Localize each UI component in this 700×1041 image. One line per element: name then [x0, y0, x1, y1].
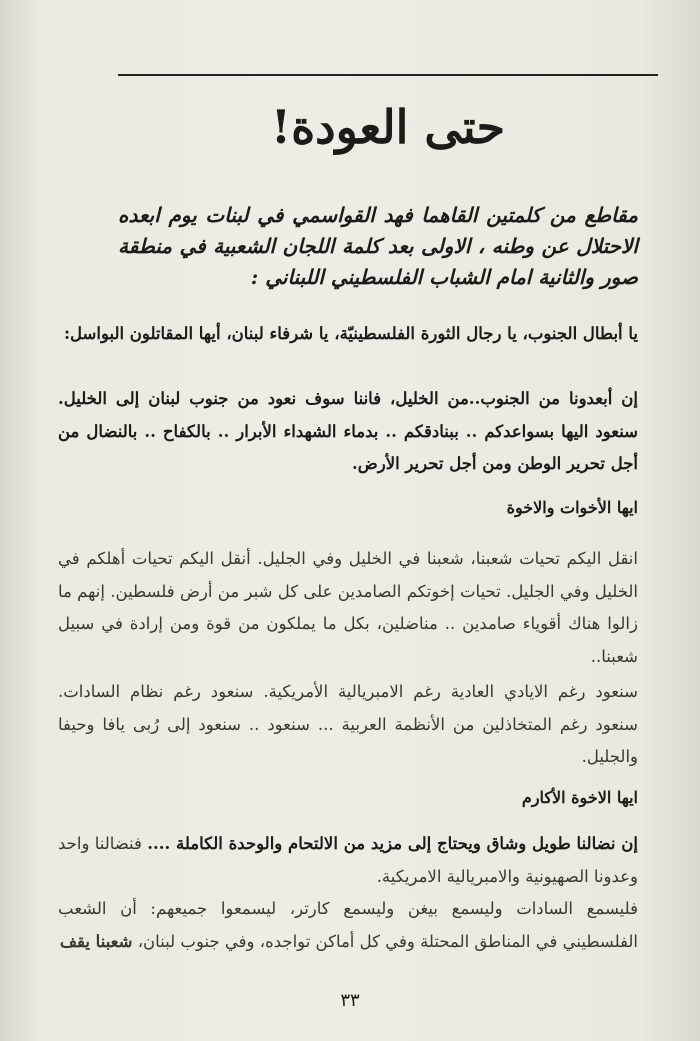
heading-dear-brothers: ايها الاخوة الأكارم — [521, 788, 638, 807]
heading-sisters-brothers: ايها الأخوات والاخوة — [506, 498, 638, 517]
return-text: إن أبعدونا من الجنوب..من الخليل، فاننا سوف نعود من جنوب لبنان إلى الخليل. سنعود اليها بسواعدكم .. ببنادقكم .. بدماء الشهداء الأبرار .. بالكفاح .. بالنضال من أجل تحرير الوطن ومن أجل تحرير الأرض. — [58, 389, 638, 473]
let-them-hear-text: فليسمع السادات وليسمع بيغن وليسمع كارتر، ليسمعوا جميعهم: أن الشعب الفلسطيني في المناطق المحتلة وفي كل أماكن تواجده، وفي جنوب لبنان، — [58, 899, 638, 951]
address-text: يا أبطال الجنوب، يا رجال الثورة الفلسطينيّة، يا شرفاء لبنان، أيها المقاتلون البواسل: — [63, 324, 638, 343]
paragraph-greetings: انقل اليكم تحيات شعبنا، شعبنا في الخليل وفي الجليل. أنقل اليكم تحيات أهلكم في الخليل وفي الجليل. تحيات إخوتكم الصامدين على كل شبر من أرض فلسطين. إنهم ما زالوا هناك أقوياء صامدين .. مناضلين، بكل ما يملكون من قوة ومن إرادة في سبيل شعبنا.. — [58, 549, 638, 666]
intro-caption: مقاطع من كلمتين القاهما فهد القواسمي في لبنات يوم ابعده الاحتلال عن وطنه ، الاولى بعد كلمة اللجان الشعبية في منطقة صور والثانية امام الشباب الفلسطيني اللبناني : — [118, 203, 638, 289]
paragraph-return — [58, 383, 638, 481]
struggle-lead: إن نضالنا طويل وشاق ويحتاج إلى مزيد من الالتحام والوحدة الكاملة .... — [147, 834, 638, 853]
struggle-rest: فنضالنا واحد وعدونا الصهيونية والامبريالية الامريكية. — [58, 834, 638, 886]
paragraph-address — [58, 318, 638, 351]
top-rule — [118, 74, 658, 76]
paragraph-we-will-return: سنعود رغم الايادي العادية رغم الامبريالية الأمريكية. سنعود رغم نظام السادات. سنعود رغم المتخاذلين من الأنظمة العربية ... سنعود .. سنعود إلى رُبى يافا وحيفا والجليل. — [58, 682, 638, 766]
paragraph-let-them-hear — [58, 893, 638, 958]
let-them-hear-tail: شعبنا يقف — [59, 931, 133, 951]
page-number: ٣٣ — [340, 990, 360, 1011]
paragraph-struggle — [58, 828, 638, 893]
page-title: حتى العودة! — [270, 100, 506, 154]
